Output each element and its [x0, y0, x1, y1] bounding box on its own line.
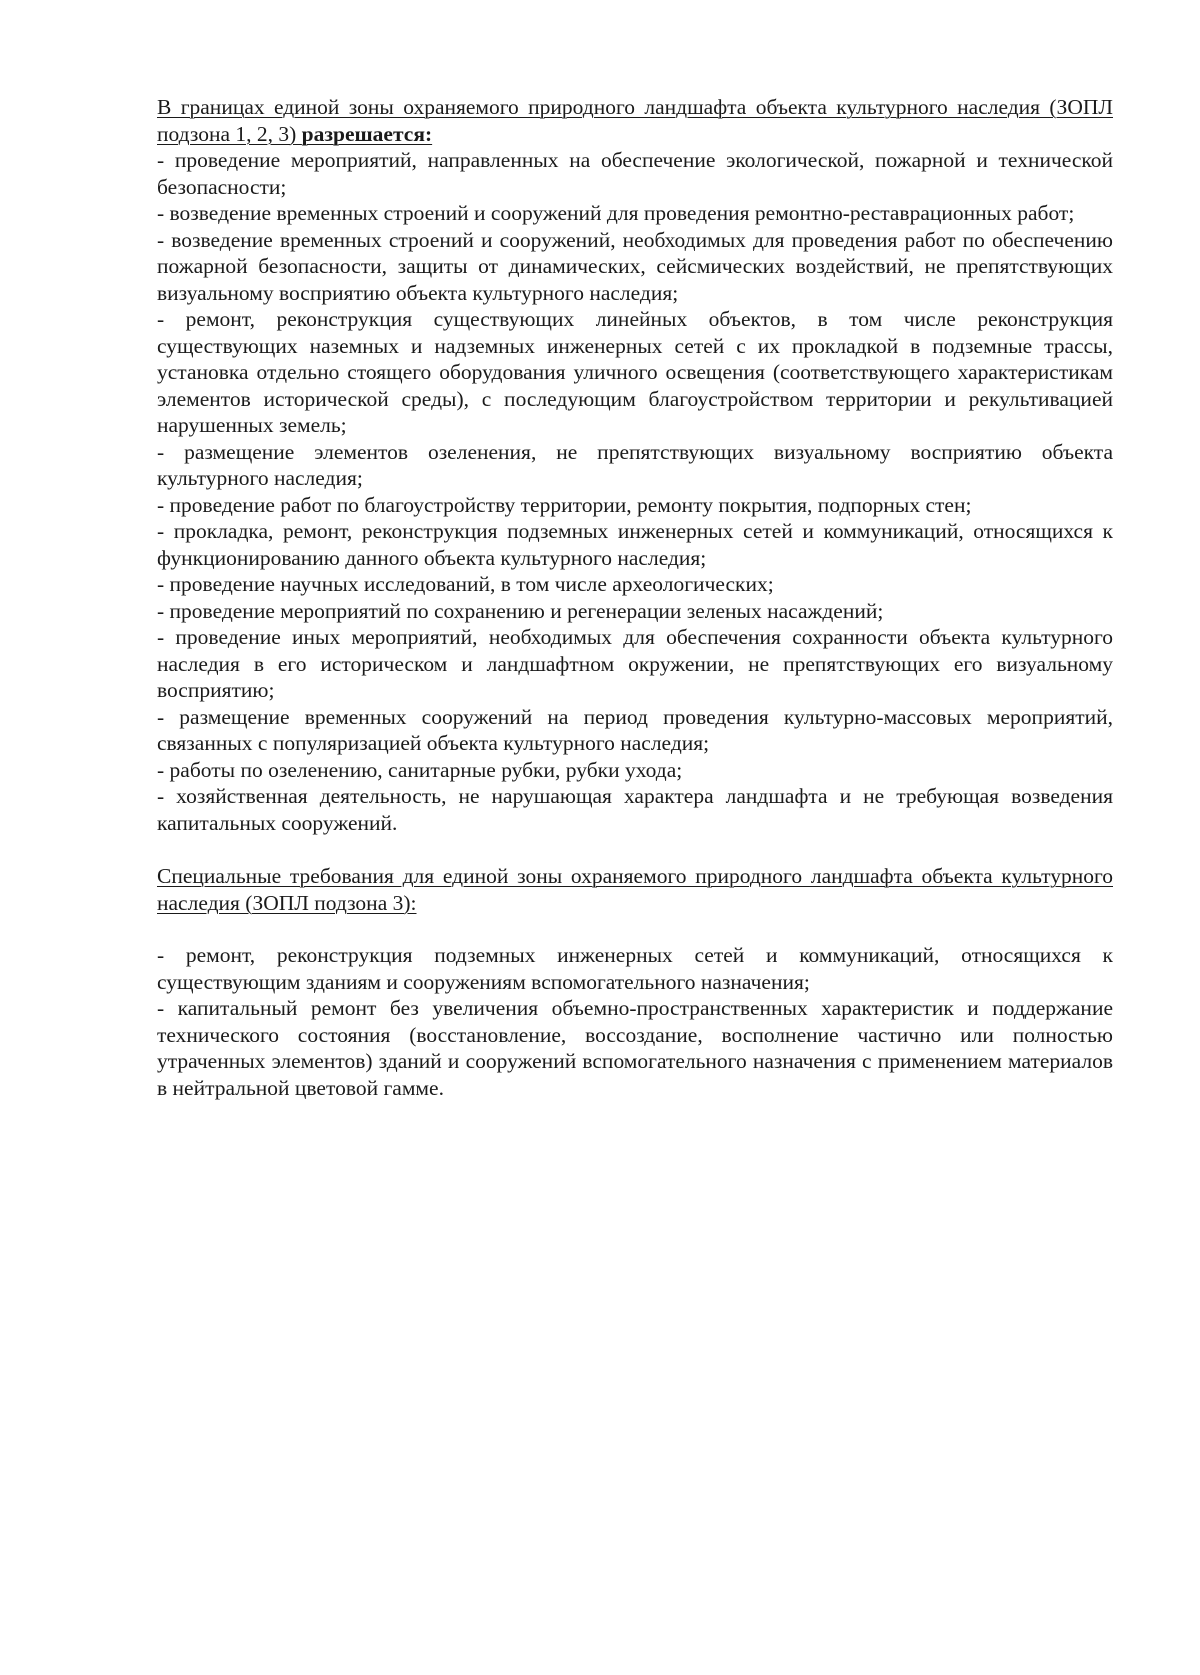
section1-item-8: - проведение научных исследований, в том числе археологических; — [157, 572, 774, 596]
section2-item-1: - ремонт, реконструкция подземных инженерных сетей и коммуникаций, относящихся к существующим зданиям и сооружениям вспомогательного назначения; — [157, 943, 1113, 994]
section1-item-10: - проведение иных мероприятий, необходимых для обеспечения сохранности объекта культурного наследия в его историческом и ландшафтном окружении, не препятствующих его визуальному восприятию; — [157, 625, 1113, 702]
section1-item-2: - возведение временных строений и сооружений для проведения ремонтно-реставрационных работ; — [157, 201, 1075, 225]
section1-item-1: - проведение мероприятий, направленных на обеспечение экологической, пожарной и технической безопасности; — [157, 148, 1113, 199]
section1-item-13: - хозяйственная деятельность, не нарушающая характера ландшафта и не требующая возведения капитальных сооружений. — [157, 784, 1113, 835]
section1-heading-text: В границах единой зоны охраняемого природного ландшафта объекта культурного наследия (ЗОПЛ подзона 1, 2, 3) — [157, 95, 1113, 146]
section-spacer — [157, 916, 1113, 942]
section-spacer — [157, 836, 1113, 863]
section1-item-5: - размещение элементов озеленения, не препятствующих визуальному восприятию объекта культурного наследия; — [157, 439, 1113, 490]
section1-item-3: - возведение временных строений и сооружений, необходимых для проведения работ по обеспечению пожарной безопасности, защиты от динамических, сейсмических воздействий, не препятствующих визуальному восприятию объекта культурного наследия; — [157, 227, 1113, 305]
section1-item-11: - размещение временных сооружений на период проведения культурно-массовых мероприятий, связанных с популяризацией объекта культурного наследия; — [157, 704, 1113, 755]
section1-item-7: - прокладка, ремонт, реконструкция подземных инженерных сетей и коммуникаций, относящихся к функционированию данного объекта культурного наследия; — [157, 519, 1113, 570]
section1-item-12: - работы по озеленению, санитарные рубки, рубки ухода; — [157, 757, 683, 782]
section1-item-6: - проведение работ по благоустройству территории, ремонту покрытия, подпорных стен; — [157, 492, 972, 517]
section2-item-2: - капитальный ремонт без увеличения объемно-пространственных характеристик и поддержание технического состояния (восстановление, воссоздание, восполнение частично или полностью утраченных элементов) зданий и сооружений вспомогательного назначения с применением материалов в нейтральной цветовой гамме. — [157, 996, 1113, 1100]
section1-item-9: - проведение мероприятий по сохранению и регенерации зеленых насаждений; — [157, 598, 884, 623]
section1-heading — [157, 94, 1113, 147]
document-page — [157, 94, 1113, 1101]
section1-item-4: - ремонт, реконструкция существующих линейных объектов, в том числе реконструкция существующих наземных и надземных инженерных сетей с их прокладкой в подземные трассы, установка отдельно стоящего оборудования уличного освещения (соответствующего характеристикам элементов исторической среды), с последующим благоустройством территории и рекультивацией нарушенных земель; — [157, 307, 1113, 437]
section2-heading: Специальные требования для единой зоны охраняемого природного ландшафта объекта культурного наследия (ЗОПЛ подзона 3): — [157, 864, 1113, 915]
section1-heading-strong: разрешается: — [301, 121, 433, 146]
